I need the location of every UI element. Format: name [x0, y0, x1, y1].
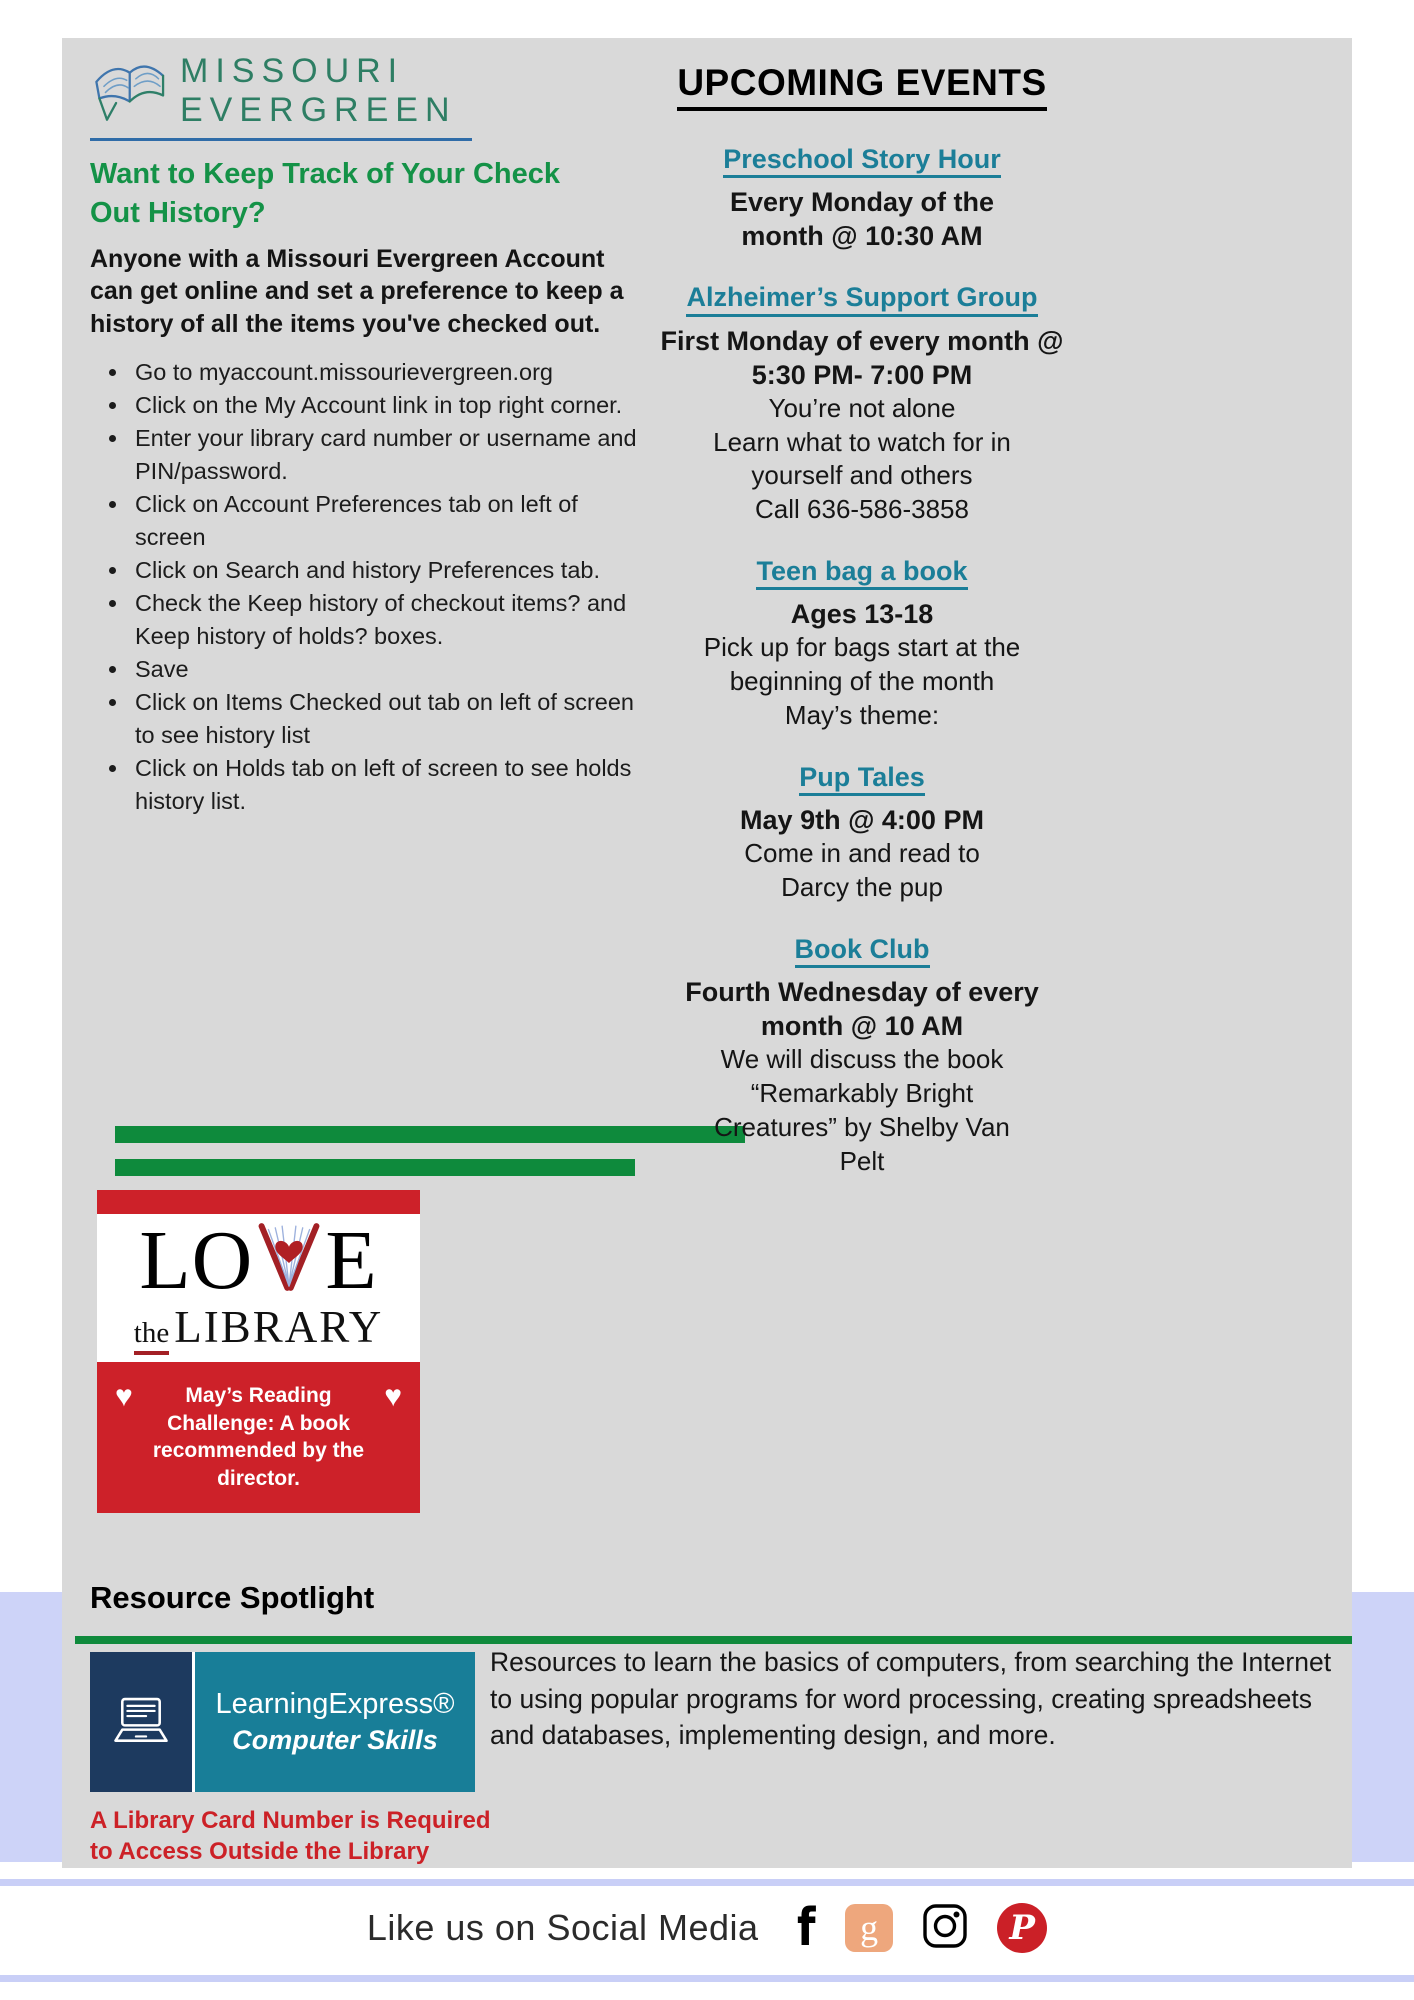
- warning-line-2: to Access Outside the Library: [90, 1837, 430, 1865]
- instruction-bullet: • Click on Account Preferences tab on left of screen: [130, 488, 650, 554]
- event-detail-line: Pelt: [839, 1145, 885, 1176]
- article-intro: Anyone with a Missouri Evergreen Account can get online and set a preference to keep a history of all the items you've checked out.: [90, 244, 624, 338]
- instruction-list: [90, 356, 650, 818]
- love-the: the: [134, 1317, 169, 1355]
- events-list: [582, 143, 1142, 1178]
- event-detail-bold: month @ 10:30 AM: [741, 221, 983, 252]
- event-listing: [582, 281, 1142, 527]
- warning-line-1: A Library Card Number is Required: [90, 1807, 491, 1834]
- learningexpress-logo: [90, 1652, 475, 1792]
- event-normal-lines: [582, 1043, 1142, 1178]
- events-title: UPCOMING EVENTS: [677, 62, 1046, 111]
- social-media-footer: [0, 1890, 1414, 1966]
- left-column: [90, 52, 665, 818]
- footer-divider-top: [0, 1879, 1414, 1886]
- instruction-bullet: • Check the Keep history of checkout items? and Keep history of holds? boxes.: [130, 587, 650, 653]
- event-title-link[interactable]: Preschool Story Hour: [723, 143, 1001, 178]
- resource-description: Resources to learn the basics of computers, from searching the Internet to using popular programs for word processing, creating spreadsheets and databases, implementing design, and more.: [490, 1647, 1332, 1751]
- book-v-icon: [253, 1221, 325, 1301]
- event-bold-lines: [582, 324, 1142, 392]
- learningexpress-brand: LearningExpress®: [215, 1688, 455, 1720]
- event-bold-lines: [582, 975, 1142, 1043]
- event-title-row: [582, 143, 1142, 185]
- logo-line-2: EVERGREEN: [180, 91, 457, 130]
- laptop-icon: [90, 1652, 195, 1792]
- love-the-library-card: [97, 1190, 420, 1513]
- open-book-icon: [90, 53, 174, 130]
- event-bold-lines: [582, 185, 1142, 253]
- red-strip-top: [97, 1190, 420, 1214]
- facebook-icon[interactable]: f: [796, 1898, 816, 1958]
- event-listing: [582, 143, 1142, 253]
- event-normal-lines: [582, 392, 1142, 527]
- event-normal-lines: [582, 837, 1142, 905]
- event-title-row: [582, 555, 1142, 597]
- event-listing: [582, 933, 1142, 1179]
- reading-challenge-box: [97, 1362, 420, 1513]
- event-title-link[interactable]: Alzheimer’s Support Group: [686, 281, 1037, 316]
- event-detail-line: Come in and read to: [744, 838, 980, 869]
- event-normal-lines: [582, 631, 1142, 732]
- goodreads-icon[interactable]: [845, 1904, 893, 1952]
- reading-challenge-text: May’s Reading Challenge: A book recommended by the director.: [152, 1384, 365, 1491]
- footer-label: Like us on Social Media: [366, 1907, 759, 1948]
- library-card-warning: [90, 1806, 491, 1867]
- article-heading: Want to Keep Track of Your Check Out History?: [90, 158, 561, 230]
- instruction-bullet: • Enter your library card number or username and PIN/password.: [130, 422, 650, 488]
- event-detail-line: yourself and others: [751, 460, 973, 491]
- event-title-link[interactable]: Pup Tales: [799, 761, 925, 796]
- event-bold-lines: [582, 803, 1142, 837]
- instruction-bullet: • Click on Holds tab on left of screen to see holds history list.: [130, 752, 650, 818]
- event-detail-bold: Fourth Wednesday of every: [685, 977, 1039, 1008]
- event-title-row: [582, 933, 1142, 975]
- instagram-icon[interactable]: [921, 1902, 969, 1955]
- event-detail-line: You’re not alone: [768, 392, 956, 423]
- event-listing: [582, 761, 1142, 905]
- event-title-row: [582, 281, 1142, 323]
- resource-spotlight-title: Resource Spotlight: [90, 1580, 375, 1615]
- instruction-bullet: • Click on Items Checked out tab on left of screen to see history list: [130, 686, 650, 752]
- event-detail-line: Learn what to watch for in: [713, 426, 1011, 457]
- event-detail-bold: 5:30 PM- 7:00 PM: [751, 359, 973, 390]
- event-detail-bold: month @ 10 AM: [760, 1011, 964, 1042]
- event-detail-line: May’s theme:: [784, 700, 940, 731]
- event-detail-line: Darcy the pup: [781, 872, 943, 903]
- event-detail-bold: May 9th @ 4:00 PM: [740, 805, 984, 836]
- instruction-bullet: • Click on the My Account link in top right corner.: [130, 389, 650, 422]
- instruction-bullet: • Click on Search and history Preferences tab.: [130, 554, 650, 587]
- heart-icon: ♥: [384, 1380, 402, 1413]
- instruction-bullet: • Save: [130, 653, 650, 686]
- event-detail-bold: Ages 13-18: [790, 599, 934, 630]
- logo-line-1: MISSOURI: [180, 52, 405, 90]
- love-letters-lo: LO: [139, 1214, 254, 1308]
- event-detail-bold: Every Monday of the: [729, 187, 995, 218]
- green-rule: [75, 1636, 1352, 1644]
- upcoming-events-column: [582, 62, 1142, 1206]
- instruction-bullet: • Go to myaccount.missourievergreen.org: [130, 356, 650, 389]
- event-detail-bold: First Monday of every month @: [660, 325, 1064, 356]
- love-wordmark: [139, 1214, 378, 1308]
- learningexpress-product: Computer Skills: [232, 1725, 438, 1755]
- footer-divider-bottom: [0, 1975, 1414, 1982]
- learningexpress-wordmark: [195, 1652, 475, 1792]
- pinterest-icon[interactable]: [997, 1903, 1047, 1953]
- event-detail-line: We will discuss the book: [720, 1044, 1004, 1075]
- event-title-link[interactable]: Book Club: [795, 933, 930, 968]
- pinterest-letter: P: [1009, 1908, 1035, 1948]
- love-subline: [134, 1301, 383, 1355]
- goodreads-letter: g: [860, 1908, 879, 1948]
- event-detail-line: Creatures” by Shelby Van: [714, 1111, 1010, 1142]
- event-title-link[interactable]: Teen bag a book: [756, 555, 967, 590]
- event-detail-line: Pick up for bags start at the: [703, 632, 1021, 663]
- newsletter-page: [62, 38, 1352, 1868]
- missouri-evergreen-logo: [90, 52, 472, 141]
- heart-icon: ♥: [115, 1380, 133, 1413]
- event-detail-line: beginning of the month: [729, 666, 995, 697]
- love-letter-e: E: [325, 1214, 378, 1308]
- event-detail-line: Call 636-586-3858: [755, 494, 969, 525]
- event-title-row: [582, 761, 1142, 803]
- event-bold-lines: [582, 597, 1142, 631]
- green-divider-bar: [115, 1159, 635, 1176]
- logo-wordmark: [180, 52, 457, 130]
- love-library: LIBRARY: [174, 1302, 384, 1353]
- event-detail-line: “Remarkably Bright: [750, 1078, 974, 1109]
- love-logo: [97, 1214, 420, 1362]
- event-listing: [582, 555, 1142, 733]
